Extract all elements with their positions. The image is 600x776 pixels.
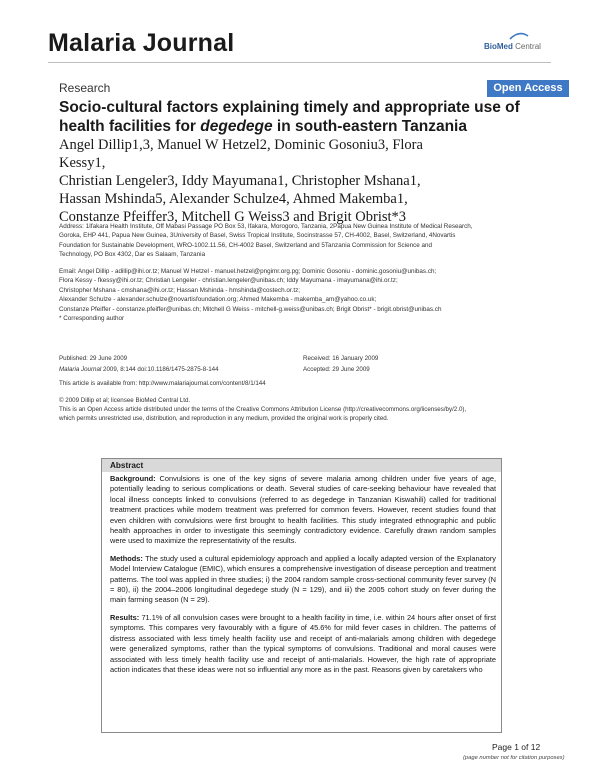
results-text: 71.1% of all convulsion cases were brought to a health facility in time, i.e. within 24 hours after onset of first symptoms. This compares very favourably with a figure of 45.6% for mild fever cases in children. The patterns of distress associated with less timely health facility use and receipt of anti-malarials among children with degedege were generalized symptoms, rather than the typical symptoms of convulsions. Traditional and moral causes were associated with less timely health facility use and receipt of anti-malarials. However, the high rate of appropriate action indicates that these ideas were not so influential any more as in the past. Reasons given by caretakers who bbox=[110, 612, 496, 674]
article-title bbox=[59, 98, 549, 136]
license-line: This is an Open Access article distributed under the terms of the Creative Commons Attribution License (http://creativecommons.org/licenses/by/2.0), bbox=[59, 406, 467, 413]
authors-line: Constanze Pfeiffer3, Mitchell G Weiss3 and Brigit Obrist*3 bbox=[59, 209, 407, 225]
title-italic: degedege bbox=[200, 118, 273, 135]
email-line: Alexander Schulze - alexander.schulze@novartisfoundation.org; Ahmed Makemba - makemba_am@yahoo.co.uk; bbox=[59, 296, 377, 304]
authors-line: Christian Lengeler3, Iddy Mayumana1, Christopher Mshana1, bbox=[59, 173, 421, 189]
logo-swoosh-icon bbox=[509, 32, 529, 40]
open-access-badge: Open Access bbox=[487, 80, 569, 97]
logo-bio-text: Bio bbox=[484, 42, 497, 51]
methods-text: The study used a cultural epidemiology approach and applied a locally adapted version of the Explanatory Model Interview Catalogue (EMIC), which ensures a comprehensive investigation of disease perception and treatment patterns. The tool was applied in three studies; i) the 2004 random sample cross-sectional community fever survey (N = 80), ii) the 2004–2006 longitudinal degedege study (N = 129), and iii) the 2005 cohort study on fever during the main farming season (N = 29). bbox=[110, 553, 496, 605]
affiliations bbox=[59, 222, 539, 260]
license-line: which permits unrestricted use, distribution, and reproduction in any medium, provided the original work is properly cited. bbox=[59, 415, 389, 422]
article-url[interactable]: This article is available from: http://www.malariajournal.com/content/8/1/144 bbox=[59, 380, 266, 387]
author-emails bbox=[59, 267, 539, 323]
section-label: Research bbox=[59, 81, 111, 95]
affiliation-line: Goroka, EHP 441, Papua New Guinea, 3University of Basel, Swiss Tropical Institute, Socinstrasse 57, CH-4002, Basel, Switzerland, 4Novartis bbox=[59, 232, 456, 240]
accepted-date: Accepted: 29 June 2009 bbox=[303, 366, 370, 373]
logo-central-text: Central bbox=[515, 42, 541, 51]
email-line: Flora Kessy - fkessy@ihi.or.tz; Christian Lengeler - christian.lengeler@unibas.ch; Iddy Mayumana - imayumana@ihi.or.tz; bbox=[59, 277, 398, 285]
received-date: Received: 16 January 2009 bbox=[303, 355, 379, 362]
published-date: Published: 29 June 2009 bbox=[59, 355, 128, 362]
copyright-line: © 2009 Dillip et al; licensee BioMed Central Ltd. bbox=[59, 397, 191, 404]
citation-details: 2009, 8:144 doi:10.1186/1475-2875-8-144 bbox=[101, 366, 219, 373]
background-text: Convulsions is one of the key signs of severe malaria among children under five years of age, potentially leading to serious complications or death. Several studies of care-seeking behaviour have revealed that local illness concepts linked to convulsions (referred to as degedege in Tanzanian Kiswahili) called for traditional treatment practices while modern treatment was preferred for common fevers. However, recent studies found that even children with convulsions were first brought to health facilities. This study integrated ethnographic and public health approaches in order to investigate this seemingly contradictory evidence. Carefully drawn random samples were used to maximize the representativity of the results. bbox=[110, 474, 496, 546]
corresponding-author-note: * Corresponding author bbox=[59, 315, 125, 323]
title-part1: Socio-cultural factors explaining timely and appropriate use of health facilities for bbox=[59, 99, 520, 135]
abstract-background bbox=[110, 474, 496, 547]
authors-line: Hassan Mshinda5, Alexander Schulze4, Ahmed Makemba1, bbox=[59, 191, 408, 207]
page-number-note: (page number not for citation purposes) bbox=[463, 755, 565, 761]
methods-label: Methods: bbox=[110, 553, 143, 563]
authors-line: Angel Dillip1,3, Manuel W Hetzel2, Dominic Gosoniu3, Flora Kessy1, bbox=[59, 137, 423, 171]
author-list bbox=[59, 136, 459, 226]
abstract-box bbox=[101, 458, 502, 733]
affiliation-line: Address: 1Ifakara Health Institute, Off Mabasi Passage PO Box 53, Ifakara, Morogoro, Tanzania, 2Papua New Guinea Institute of Medical Research, bbox=[59, 223, 473, 230]
header-divider bbox=[48, 62, 551, 63]
citation-journal: Malaria Journal bbox=[59, 366, 102, 373]
citation bbox=[59, 366, 219, 373]
abstract-heading: Abstract bbox=[102, 459, 501, 472]
page-number: Page 1 of 12 bbox=[492, 742, 541, 752]
title-part2: in south-eastern Tanzania bbox=[272, 118, 467, 135]
email-line: Constanze Pfeiffer - constanze.pfeiffer@unibas.ch; Mitchell G Weiss - mitchell-g.weiss@unibas.ch; Brigit Obrist* - brigit.obrist@unibas.ch bbox=[59, 305, 442, 313]
email-line: Christopher Mshana - cmshana@ihi.or.tz; Hassan Mshinda - hmshinda@costech.or.tz; bbox=[59, 286, 300, 294]
affiliation-line: Technology, PO Box 4302, Dar es Salaam, Tanzania bbox=[59, 251, 206, 259]
biomed-central-logo bbox=[484, 36, 554, 50]
abstract-methods bbox=[110, 554, 496, 606]
abstract-body bbox=[110, 474, 496, 682]
abstract-results bbox=[110, 613, 496, 675]
affiliation-line: Foundation for Sustainable Development, WRO-1002.11.56, CH-4002 Basel, Switzerland and 5Tanzania Commission for Science and bbox=[59, 241, 433, 249]
logo-med-text: Med bbox=[496, 42, 513, 51]
email-line: Email: Angel Dillip - adillip@ihi.or.tz; Manuel W Hetzel - manuel.hetzel@pngimr.org.pg; Dominic Gosoniu - dominic.gosoniu@unibas.ch; bbox=[59, 268, 437, 275]
results-label: Results: bbox=[110, 612, 140, 622]
background-label: Background: bbox=[110, 474, 156, 483]
journal-title: Malaria Journal bbox=[48, 29, 235, 57]
